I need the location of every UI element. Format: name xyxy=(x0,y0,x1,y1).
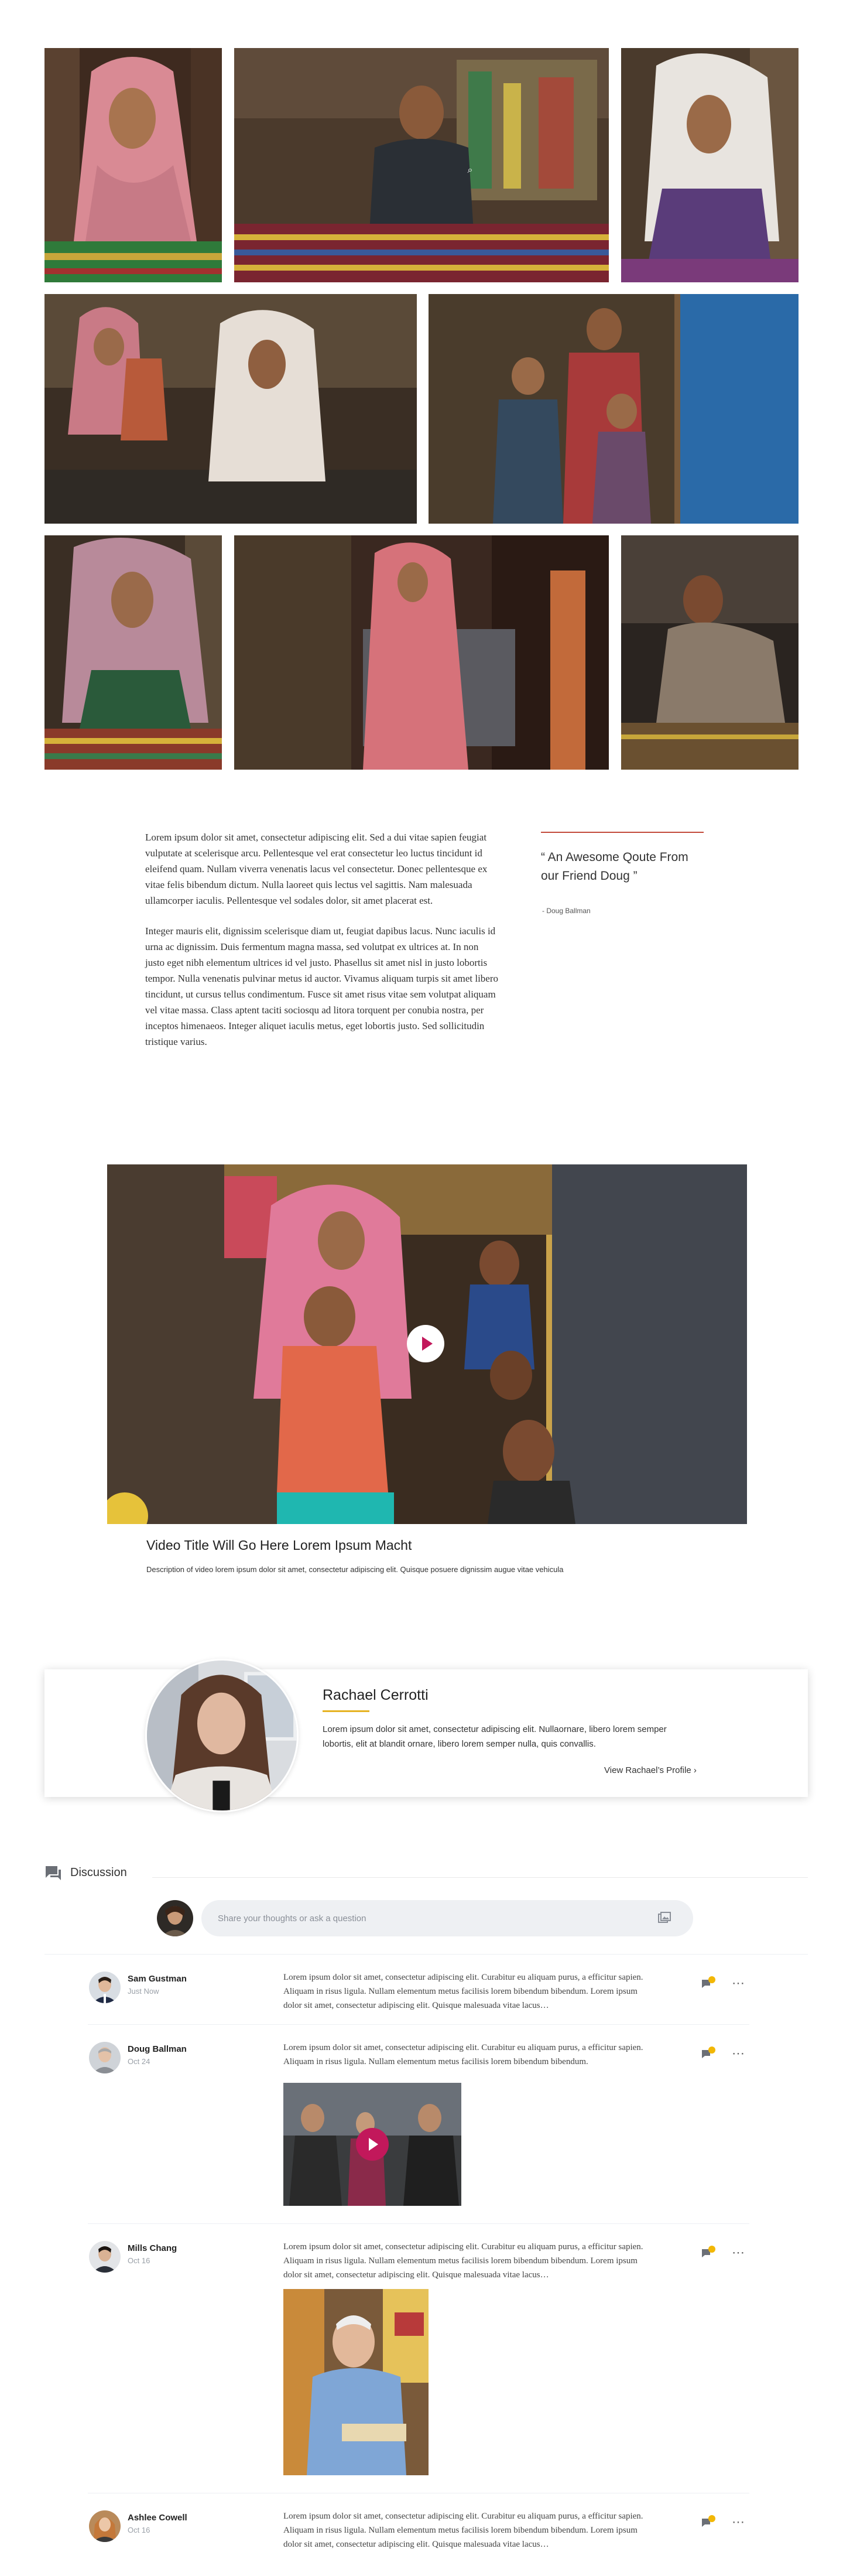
comment-3-avatar[interactable] xyxy=(89,2241,121,2273)
author-avatar[interactable] xyxy=(145,1659,299,1812)
current-user-avatar[interactable] xyxy=(157,1900,193,1936)
comment-2-avatar[interactable] xyxy=(89,2042,121,2073)
play-icon[interactable] xyxy=(356,2128,389,2161)
reply-icon[interactable] xyxy=(701,2246,715,2259)
more-icon[interactable]: ⋯ xyxy=(732,2046,745,2061)
author-name[interactable]: Rachael Cerrotti xyxy=(323,1687,429,1703)
article-paragraph-2: Integer mauris elit, dignissim scelerisque diam ut, feugiat dapibus lacus. Nunc iaculis id urna ac dignissim. Duis fermentum magna massa, sed volutpat ex ultrices at. In non justo eget nibh elementum ultrices id vel justo. Phasellus sit amet nisl in justo lobortis tempor. Nulla venenatis pulvinar metus id auctor. Vivamus aliquam turpis sit amet libero tincidunt, ut cursus tellus condimentum. Fusce sit amet risus vitae sem volutpat aliquam vel vitae massa. Class aptent taciti sociosqu ad litora torquent per conubia nostra, per inceptos himenaeos. Integer aliquet iaculis metus, eget lobortis justo. Sed sollicitudin tristique varius. xyxy=(145,925,498,1047)
discussion-separator xyxy=(44,1954,808,1955)
reply-icon[interactable] xyxy=(701,2515,715,2528)
comment-1-avatar[interactable] xyxy=(89,1972,121,2003)
video-description: Description of video lorem ipsum dolor sit amet, consectetur adipiscing elit. Quisque posuere dignissim augue vitae vehicula xyxy=(146,1565,564,1574)
pullquote-rule xyxy=(541,832,704,833)
gallery-photo-3[interactable] xyxy=(621,48,799,282)
image-icon[interactable] xyxy=(658,1912,671,1925)
more-icon[interactable]: ⋯ xyxy=(732,2245,745,2260)
view-profile-link[interactable]: View Rachael’s Profile › xyxy=(604,1765,697,1775)
gallery-photo-4[interactable] xyxy=(44,294,417,524)
pullquote-author: - Doug Ballman xyxy=(542,907,591,915)
more-icon[interactable]: ⋯ xyxy=(732,1976,745,1990)
gallery-photo-8[interactable] xyxy=(621,535,799,770)
play-icon[interactable] xyxy=(407,1325,444,1362)
comment-3-author[interactable]: Mills Chang xyxy=(128,2243,177,2253)
comment-4-date: Oct 16 xyxy=(128,2526,150,2534)
more-icon[interactable]: ⋯ xyxy=(732,2514,745,2529)
article-paragraph-1: Lorem ipsum dolor sit amet, consectetur adipiscing elit. Sed a dui vitae sapien feugiat vulputate at scelerisque arcu. Pellentesque vel erat consectetur leo luctus tincidunt id eleifend quam. Nullam viverra venenatis lacus vel consectetur. Donec pellentesque ex vitae felis bibendum dictum. Nulla laoreet quis lectus vel sagittis. Nam malesuada ullamcorper iaculis. Pellentesque vel sodales dolor, sit amet placerat est. xyxy=(145,832,488,906)
comment-3-photo-attachment[interactable] xyxy=(283,2289,429,2475)
comment-4-text: Lorem ipsum dolor sit amet, consectetur adipiscing elit. Curabitur eu aliquam purus, a efficitur sapien. Aliquam in risus ligula. Nullam elementum metus facilisis lorem bibendum bibendum. Lorem ipsum dolor sit amet, consectetur adipiscing elit. Quisque malesuada vitae lacus… xyxy=(283,2512,643,2549)
magnify-icon[interactable]: ⌕ xyxy=(467,165,473,175)
discussion-divider xyxy=(152,1877,808,1878)
gallery-photo-6[interactable] xyxy=(44,535,222,770)
video-title[interactable]: Video Title Will Go Here Lorem Ipsum Macht xyxy=(146,1538,412,1553)
gallery-photo-2[interactable] xyxy=(234,48,609,282)
gallery-photo-7[interactable] xyxy=(234,535,609,770)
comment-2-text: Lorem ipsum dolor sit amet, consectetur adipiscing elit. Curabitur eu aliquam purus, a efficitur sapien. Aliquam in risus ligula. Nullam elementum metus facilisis lorem bibendum bibendum. xyxy=(283,2043,643,2066)
comment-2-author[interactable]: Doug Ballman xyxy=(128,2044,187,2054)
comment-3-date: Oct 16 xyxy=(128,2256,150,2265)
reply-icon[interactable] xyxy=(701,2047,715,2059)
comment-separator xyxy=(88,2024,749,2025)
gallery-photo-1[interactable] xyxy=(44,48,222,282)
author-name-underline xyxy=(323,1710,369,1712)
pullquote-text: “ An Awesome Qoute From our Friend Doug ” xyxy=(541,850,688,883)
comment-4-author[interactable]: Ashlee Cowell xyxy=(128,2513,187,2523)
comment-input[interactable] xyxy=(201,1900,693,1936)
comment-2-date: Oct 24 xyxy=(128,2057,150,2066)
comment-3-text: Lorem ipsum dolor sit amet, consectetur adipiscing elit. Curabitur eu aliquam purus, a efficitur sapien. Aliquam in risus ligula. Nullam elementum metus facilisis lorem bibendum bibendum. Lorem ipsum dolor sit amet, consectetur adipiscing elit. Quisque malesuada vitae lacus… xyxy=(283,2242,643,2280)
chat-bubble-icon xyxy=(44,1865,62,1881)
comment-1-date: Just Now xyxy=(128,1987,159,1996)
comment-separator xyxy=(88,2223,749,2224)
comment-4-avatar[interactable] xyxy=(89,2510,121,2542)
gallery-photo-5[interactable] xyxy=(429,294,799,524)
comment-1-text: Lorem ipsum dolor sit amet, consectetur adipiscing elit. Curabitur eu aliquam purus, a efficitur sapien. Aliquam in risus ligula. Nullam elementum metus facilisis lorem bibendum bibendum. Lorem ipsum dolor sit amet, consectetur adipiscing elit. Quisque malesuada vitae lacus… xyxy=(283,1973,643,2010)
reply-icon[interactable] xyxy=(701,1976,715,1989)
comment-1-author[interactable]: Sam Gustman xyxy=(128,1974,187,1984)
article-body xyxy=(145,829,499,1064)
author-bio: Lorem ipsum dolor sit amet, consectetur adipiscing elit. Nullaornare, libero lorem semper lobortis, elit at blandit ornare, libero lorem semper nulla, quis convallis. xyxy=(323,1724,667,1749)
discussion-title: Discussion xyxy=(70,1866,127,1879)
